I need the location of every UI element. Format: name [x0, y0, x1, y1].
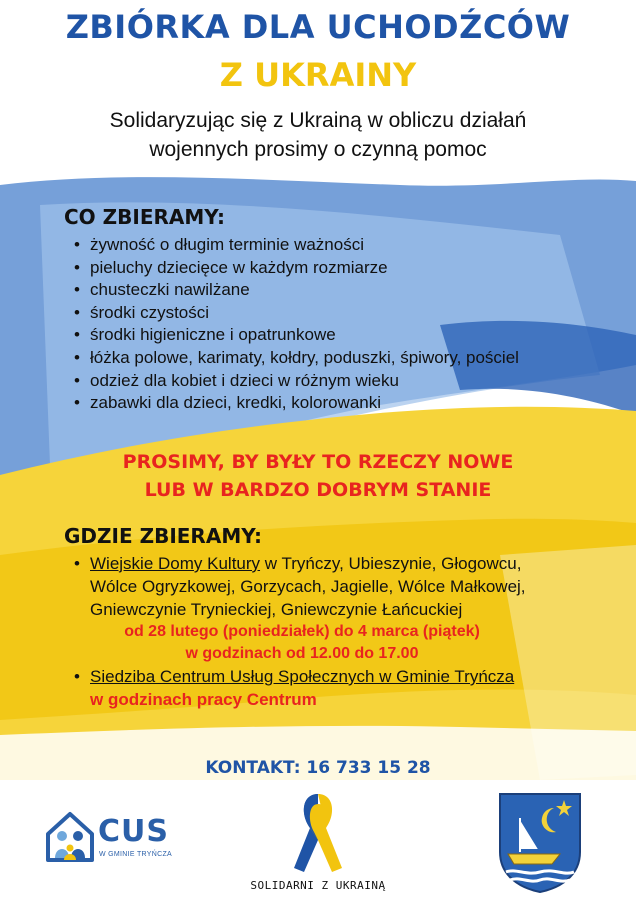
list-item: • łóżka polowe, karimaty, kołdry, poduszki, śpiwory, pościel — [72, 347, 560, 370]
cus-office-hours: w godzinach pracy Centrum — [90, 690, 317, 709]
list-item: • środki higieniczne i opatrunkowe — [72, 324, 572, 347]
dates-hours: w godzinach od 12.00 do 17.00 — [185, 645, 419, 662]
family-house-icon — [42, 808, 98, 864]
list-item: • żywność o długim terminie ważności — [72, 234, 572, 257]
list-item: • odzież dla kobiet i dzieci w różnym wieku — [72, 370, 572, 393]
collection-dates — [72, 621, 532, 665]
notice-line2: LUB W BARDZO DOBRYM STANIE — [144, 479, 492, 501]
dates-range: od 28 lutego (poniedziałek) do 4 marca (piątek) — [124, 623, 480, 640]
list-item: • zabawki dla dzieci, kredki, kolorowanki — [72, 392, 572, 415]
contact-phone: KONTAKT: 16 733 15 28 — [205, 758, 431, 778]
village-names: w Tryńczy, Ubieszynie, Głogowcu, Wólce Ogryzkowej, Gorzycach, Jagielle, Wólce Małkowej, Gniewczynie Trynieckiej, Gniewczynie Łańcuckiej — [90, 554, 526, 619]
list-item: • chusteczki nawilżane — [72, 279, 572, 302]
where-item-cus-office — [72, 665, 532, 711]
collect-heading: CO ZBIERAMY: — [64, 205, 226, 229]
where-item-village-halls — [72, 552, 532, 665]
title-line2: Z UKRAINY — [219, 56, 417, 94]
notice — [60, 448, 576, 504]
ukraine-ribbon-icon — [288, 790, 348, 874]
cus-logo-text: CUS — [98, 814, 169, 849]
where-list — [72, 552, 532, 711]
where-heading: GDZIE ZBIERAMY: — [64, 524, 262, 548]
village-halls-link[interactable]: Wiejskie Domy Kultury — [90, 554, 261, 573]
list-item: • środki czystości — [72, 302, 572, 325]
notice-line1: PROSIMY, BY BYŁY TO RZECZY NOWE — [122, 451, 514, 473]
coat-of-arms-icon — [496, 790, 584, 894]
cus-logo — [42, 808, 182, 868]
subtitle-line2: wojennych prosimy o czynną pomoc — [149, 138, 487, 161]
list-item: • pieluchy dziecięce w każdym rozmiarze — [72, 257, 572, 280]
cus-office-link[interactable]: Siedziba Centrum Usług Społecznych w Gminie Tryńcza — [90, 667, 515, 686]
title-line1: ZBIÓRKA DLA UCHODŹCÓW — [65, 8, 571, 46]
subtitle-line1: Solidaryzując się z Ukrainą w obliczu działań — [109, 109, 527, 132]
ribbon-label: SOLIDARNI Z UKRAINĄ — [250, 879, 386, 892]
cus-logo-subtext: W GMINIE TRYŃCZA — [99, 851, 172, 858]
subtitle — [40, 106, 596, 164]
collect-list — [72, 234, 572, 415]
